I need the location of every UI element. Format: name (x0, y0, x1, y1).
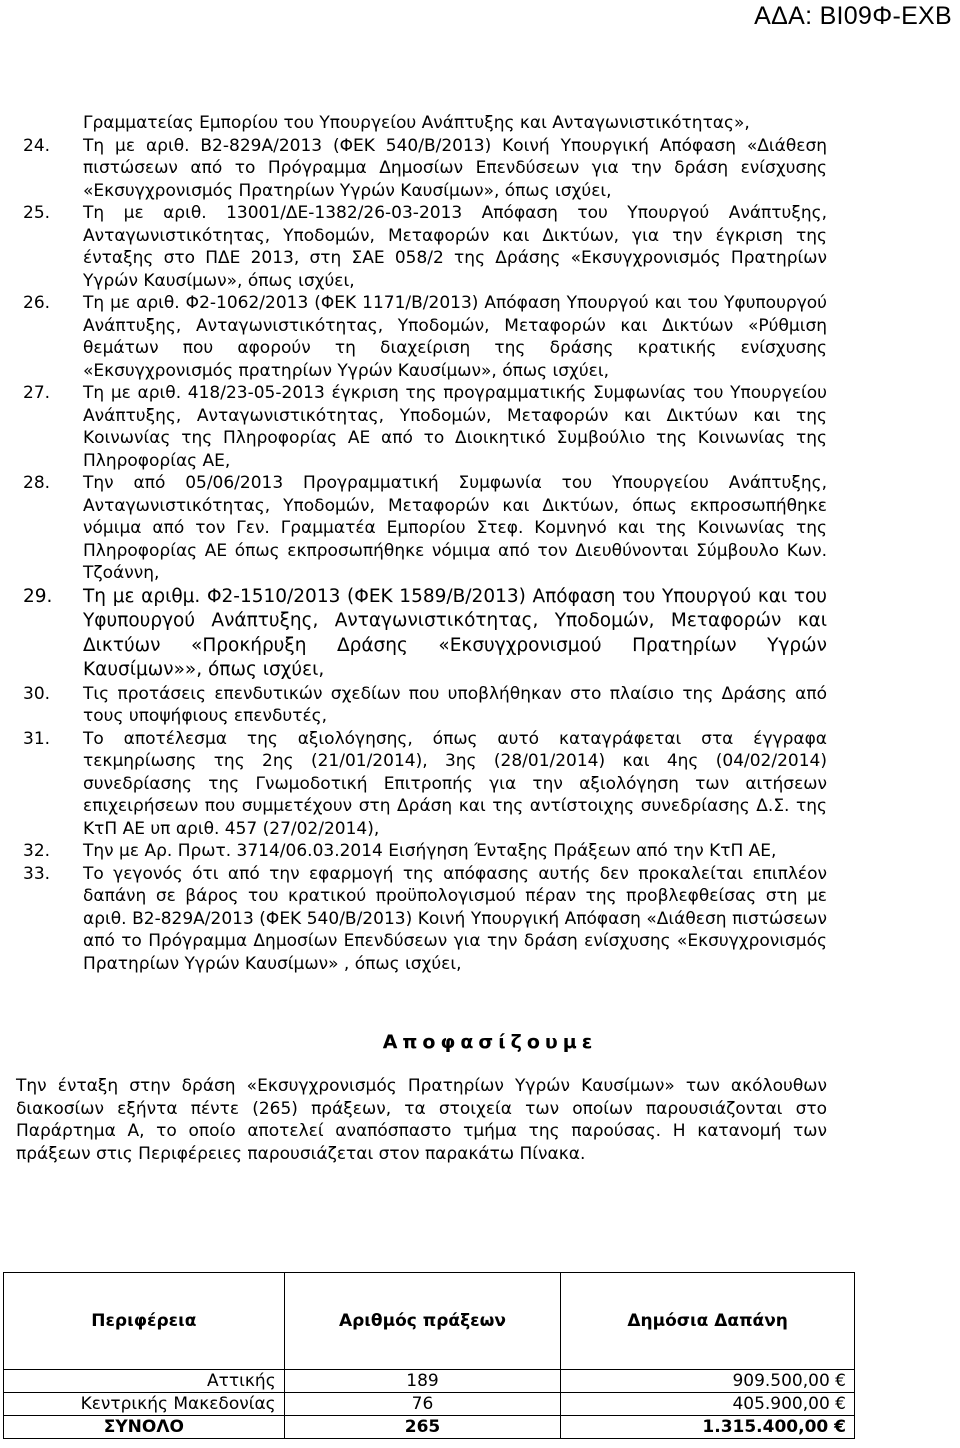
list-item (23, 863, 827, 976)
table-total-row (4, 1416, 855, 1439)
table-header-row (4, 1273, 855, 1370)
table-row (4, 1393, 855, 1416)
item-text: Την από 05/06/2013 Προγραμματική Συμφωνία του Υπουργείου Ανάπτυξης, Ανταγωνιστικότητας, Υποδομών, Μεταφορών και Δικτύων, όπως εκπροσωπήθηκε νόμιμα από τον Γεν. Γραμματέα Εμπορίου Στεφ. Κομνηνό και της Κοινωνίας της Πληροφορίας ΑΕ όπως εκπροσωπήθηκε νόμιμα από τον Διευθύνονται Σύμβουλο Κων. Τζοάννη, (83, 473, 827, 583)
item-number: 27. (23, 383, 51, 403)
cell-amount: 909.500,00 € (561, 1370, 855, 1393)
decision-heading: Αποφασίζουμε (382, 1031, 598, 1053)
item-number: 29. (23, 585, 53, 607)
cell-count: 189 (284, 1370, 561, 1393)
list-item (23, 585, 827, 683)
item-text: Τη με αριθμ. Φ2-1510/2013 (ΦΕΚ 1589/Β/2013) Απόφαση του Υπουργού και του Υφυπουργού Ανάπτυξης, Ανταγωνιστικότητας, Υποδομών, Μεταφορών και Δικτύων «Προκήρυξη Δράσης «Εκσυγχρονισμού Πρατηρίων Υγρών Καυσίμων»», όπως ισχύει, (83, 585, 827, 680)
item-text: Την με Αρ. Πρωτ. 3714/06.03.2014 Εισήγηση Ένταξης Πράξεων από την ΚτΠ ΑΕ, (83, 841, 777, 861)
cell-region: Κεντρικής Μακεδονίας (4, 1393, 285, 1416)
item-number: 30. (23, 683, 51, 704)
item-text: Το αποτέλεσμα της αξιολόγησης, όπως αυτό καταγράφεται στα έγγραφα τεκμηρίωσης της 2ης (21/01/2014), 3ης (28/01/2014) και 4ης (04/02/2014) συνεδρίασης της Γνωμοδοτική Επιτροπής για την αξιολόγηση των αιτήσεων επιχειρήσεων που συμμετέχουν στη Δράση και της αντίστοιχης συνεδρίασης Δ.Σ. της ΚτΠ ΑΕ υπ αριθ. 457 (27/02/2014), (83, 728, 827, 839)
document-body (0, 112, 960, 1165)
decision-paragraph: Την ένταξη στην δράση «Εκσυγχρονισμός Πρατηρίων Υγρών Καυσίμων» των ακόλουθων διακοσίων εξήντα πέντε (265) πράξεων, τα στοιχεία των οποίων παρουσιάζονται στο Παράρτημα Α, το οποίο αποτελεί αναπόσπαστο τμήμα της παρούσας. Η κατανομή των πράξεων στις Περιφέρειες παρουσιάζεται στον παρακάτω Πίνακα. (16, 1076, 827, 1164)
regions-table (3, 1272, 855, 1439)
cell-total-label: ΣΥΝΟΛΟ (4, 1416, 285, 1439)
list-item (23, 292, 827, 382)
item-text: Τη με αριθ. 418/23-05-2013 έγκριση της προγραμματικής Συμφωνίας του Υπουργείου Ανάπτυξης, Ανταγωνιστικότητας, Υποδομών, Μεταφορών και Δικτύων και της Κοινωνίας της Πληροφορίας ΑΕ από το Διοικητικό Συμβούλιο της Κοινωνίας της Πληροφορίας ΑΕ, (83, 383, 827, 471)
cell-total-count: 265 (284, 1416, 561, 1439)
item-text: Τις προτάσεις επενδυτικών σχεδίων που υποβλήθηκαν στο πλαίσιο της Δράσης από τους υποψήφιους επενδυτές, (83, 683, 827, 726)
item-number: 26. (23, 293, 51, 313)
list-item (23, 840, 827, 863)
header-region: Περιφέρεια (4, 1273, 285, 1370)
ada-code: ΑΔΑ: ΒΙ09Φ-ΕΧΒ (754, 2, 952, 30)
item-text: Τη με αριθ. Φ2-1062/2013 (ΦΕΚ 1171/Β/2013) Απόφαση Υπουργού και του Υφυπουργού Ανάπτυξης, Ανταγωνιστικότητας, Υποδομών, Μεταφορών και Δικτύων «Ρύθμιση θεμάτων που αφορούν τη διαχείριση της δράσης κρατικής ενίσχυσης «Εκσυγχρονισμός πρατηρίων Υγρών Καυσίμων», όπως ισχύει, (83, 293, 827, 381)
item-text: Τη με αριθ. Β2-829Α/2013 (ΦΕΚ 540/Β/2013) Κοινή Υπουργική Απόφαση «Διάθεση πιστώσεων από το Πρόγραμμα Δημοσίων Επενδύσεων για την δράση ενίσχυσης «Εκσυγχρονισμός Πρατηρίων Υγρών Καυσίμων», όπως ισχύει, (83, 135, 827, 201)
item-number: 33. (23, 863, 51, 884)
header-public-expenditure: Δημόσια Δαπάνη (561, 1273, 855, 1370)
list-item (23, 683, 827, 728)
intro-paragraph: Γραμματείας Εμπορίου του Υπουργείου Ανάπτυξης και Ανταγωνιστικότητας», (83, 113, 750, 133)
item-text: Τη με αριθ. 13001/ΔΕ-1382/26-03-2013 Απόφαση του Υπουργού Ανάπτυξης, Ανταγωνιστικότητας, Υποδομών, Μεταφορών και Δικτύων, για την έγκριση της ένταξης στο ΠΔΕ 2013, στη ΣΑΕ 058/2 της Δράσης «Εκσυγχρονισμός Πρατηρίων Υγρών Καυσίμων», όπως ισχύει, (83, 203, 827, 291)
cell-count: 76 (284, 1393, 561, 1416)
cell-region: Αττικής (4, 1370, 285, 1393)
list-item (23, 728, 827, 841)
considerations-list (0, 135, 960, 976)
item-number: 25. (23, 203, 51, 223)
item-number: 24. (23, 135, 51, 156)
item-number: 31. (23, 728, 51, 749)
list-item (23, 472, 827, 585)
header-count: Αριθμός πράξεων (284, 1273, 561, 1370)
list-item (23, 382, 827, 472)
item-text: Το γεγονός ότι από την εφαρμογή της απόφασης αυτής δεν προκαλείται επιπλέον δαπάνη σε βάρος του κρατικού προϋπολογισμού πέραν της προβλεφθείσας στη με αριθ. Β2-829Α/2013 (ΦΕΚ 540/Β/2013) Κοινή Υπουργική Απόφαση «Διάθεση πιστώσεων από το Πρόγραμμα Δημοσίων Επενδύσεων για την δράση ενίσχυσης «Εκσυγχρονισμός Πρατηρίων Υγρών Καυσίμων» , όπως ισχύει, (83, 863, 827, 974)
table-row (4, 1370, 855, 1393)
cell-amount: 405.900,00 € (561, 1393, 855, 1416)
item-number: 32. (23, 841, 51, 861)
list-item (23, 202, 827, 292)
list-item (23, 135, 827, 203)
cell-total-amount: 1.315.400,00 € (561, 1416, 855, 1439)
item-number: 28. (23, 473, 51, 493)
